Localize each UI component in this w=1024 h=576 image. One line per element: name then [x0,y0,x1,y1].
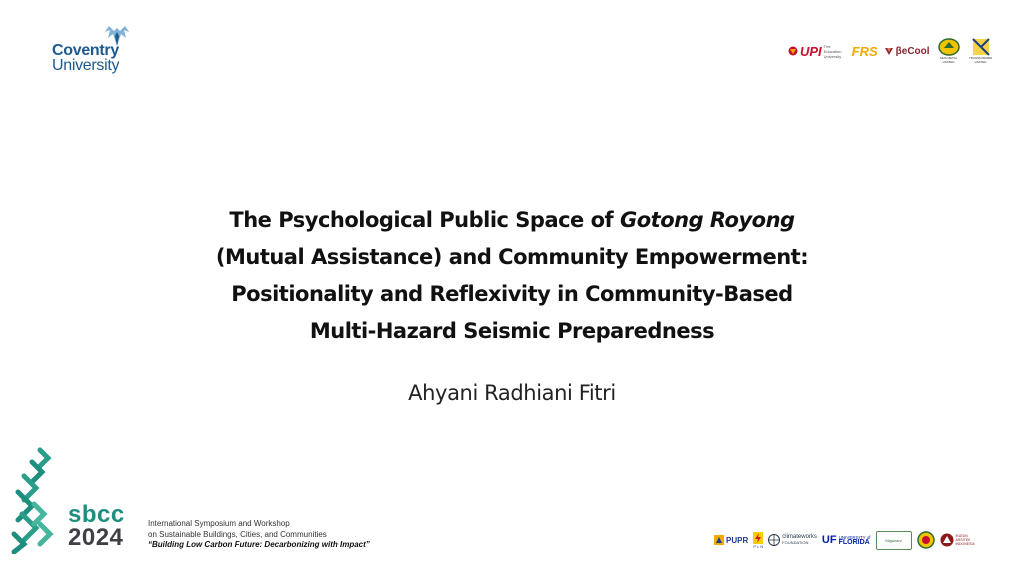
iai-line-1: IKATAN [955,534,968,538]
upi-mark: UPI [800,43,822,59]
iai-line-2: ARSITEK [955,538,971,542]
iai-logo [940,533,984,547]
iai-emblem-icon [940,533,954,547]
globe-icon [768,534,780,546]
partner-logos [788,36,994,66]
pupr-emblem-icon [714,535,724,545]
logo-word-coventry: Coventry [52,42,119,59]
climateworks-logo [768,534,817,546]
uf-mark: UF [821,534,837,546]
pln-mark: P L N [753,543,764,549]
title-italic-term: Gotong Royong [620,208,795,232]
frs-logo: FRS [851,43,878,59]
title-line-1: The Psychological Public Space of Gotong Royong [229,208,795,232]
pupr-mark: PUPR [726,535,749,545]
sbcc-name: sbcc [68,501,125,528]
uf-line-2: FLORIDA [838,539,870,546]
title-line-4: Multi-Hazard Seismic Preparedness [309,319,715,343]
author-name: Ahyani Radhiani Fitri [408,381,616,405]
event-info-line-1: International Symposium and Workshop [148,519,290,528]
coventry-university-logo [52,26,142,78]
title-line-3: Positionality and Reflexivity in Community-Based [231,282,793,306]
partner-badge-1 [936,38,962,64]
sbcc-wordmark [68,501,125,551]
upi-logo [788,44,846,59]
sbcc-event-info [148,519,370,551]
pln-logo [753,532,763,549]
iai-line-3: INDONESIA [955,542,975,546]
lightning-icon [753,532,763,544]
climateworks-line-1: climateworks [782,534,817,540]
climateworks-line-2: FOUNDATION [782,540,809,545]
shield-emblem-icon [972,38,990,56]
uf-line-1: UNIVERSITY of [838,535,871,540]
round-seal-icon [917,531,935,549]
round-emblem-icon [938,38,960,56]
sbcc-year: 2024 [68,524,124,551]
event-info-line-2: on Sustainable Buildings, Cities, and Communities [148,529,327,539]
sbcc-helix-icon [10,444,60,554]
event-tagline: “Building Low Carbon Future: Decarbonizing with Impact” [148,540,370,549]
title-line-2: (Mutual Assistance) and Community Empowerment: [215,245,809,269]
migunani-logo: Migunani [876,531,912,550]
partner-badge-2 [968,38,994,64]
pupr-logo [714,535,748,545]
partner-badge-2-caption: TRANSFORMED LIMITED [968,56,993,64]
presentation-title [212,202,812,350]
logo-word-university: University [52,57,120,74]
becool-emblem-icon [884,46,894,56]
becool-logo [884,46,930,57]
partner-badge-1-caption: SEIS METAL LIMITED [939,56,958,64]
becool-mark: βeCool [895,45,930,57]
upi-emblem-icon [788,46,798,56]
university-of-florida-logo [822,534,871,546]
sponsor-logos [714,528,984,552]
upi-subtitle: The Education University [823,43,842,59]
